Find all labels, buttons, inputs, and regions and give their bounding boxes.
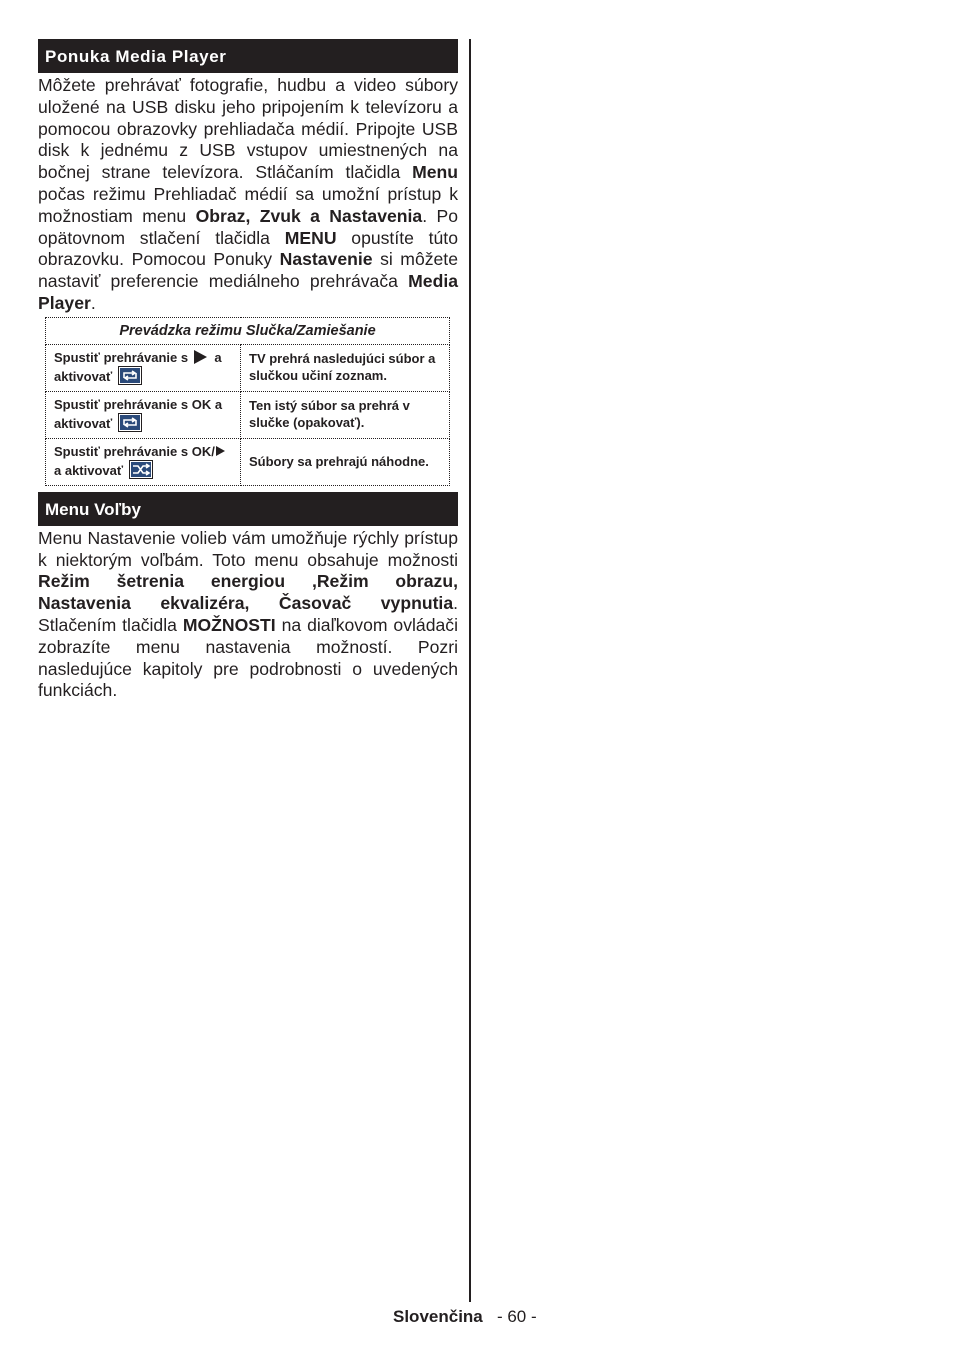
media-player-paragraph: Môžete prehrávať fotografie, hudbu a video súbory uložené na USB disku jeho pripojením k televízoru a pomocou obrazovky prehliadača médií. Pripojte USB disk k jednému z USB vstupov umiestnených na bočnej strane televízora. Stláčaním tlačidla Menu počas režimu Prehliadač médií sa umožní prístup k možnostiam menu Obraz, Zvuk a Nastavenia. Po opätovnom stlačení tlačidla MENU opustíte túto obrazovku. Pomocou Ponuky Nastavenie si môžete nastaviť preferencie mediálneho prehrávača Media Player.: [38, 75, 458, 313]
page-number: - 60 -: [496, 1307, 537, 1326]
repeat-icon: [118, 413, 142, 432]
play-icon: [194, 350, 207, 364]
footer-language: Slovenčina: [393, 1307, 483, 1326]
table-row: [46, 344, 450, 391]
play-icon: [216, 446, 225, 456]
table-cell-result: Súbory sa prehrajú náhodne.: [241, 438, 450, 485]
options-menu-paragraph: Menu Nastavenie volieb vám umožňuje rýchly prístup k niektorým voľbám. Toto menu obsahuje možnosti Režim šetrenia energiou ,Režim obrazu, Nastavenia ekvalizéra, Časovač vypnutia. Stlačením tlačidla MOŽNOSTI na diaľkovom ovládači zobrazíte menu nastavenia možností. Pozri nasledujúce kapitoly pre podrobnosti o uvedených funkciách.: [38, 527, 458, 701]
table-cell-result: TV prehrá nasledujúci súbor a slučkou učiní zoznam.: [241, 344, 450, 391]
table-cell-action: Spustiť prehrávanie s OK/ a aktivovať: [46, 438, 241, 485]
table-cell-result: Ten istý súbor sa prehrá v slučke (opakovať).: [241, 391, 450, 438]
table-header: Prevádzka režimu Slučka/Zamiešanie: [46, 317, 450, 344]
page-footer: [393, 1305, 537, 1329]
table-cell-action: Spustiť prehrávanie s OK a aktivovať: [46, 391, 241, 438]
repeat-icon: [118, 366, 142, 385]
section-header-options-menu: Menu Voľby: [38, 492, 458, 526]
section-header-media-player: Ponuka Media Player: [38, 39, 458, 73]
table-cell-action: Spustiť prehrávanie s a aktivovať: [46, 344, 241, 391]
table-row: [46, 438, 450, 485]
table-row: [46, 391, 450, 438]
shuffle-icon: [129, 460, 153, 479]
column-divider: [469, 39, 471, 1302]
left-column: [38, 39, 458, 702]
loop-shuffle-table: [45, 317, 450, 486]
